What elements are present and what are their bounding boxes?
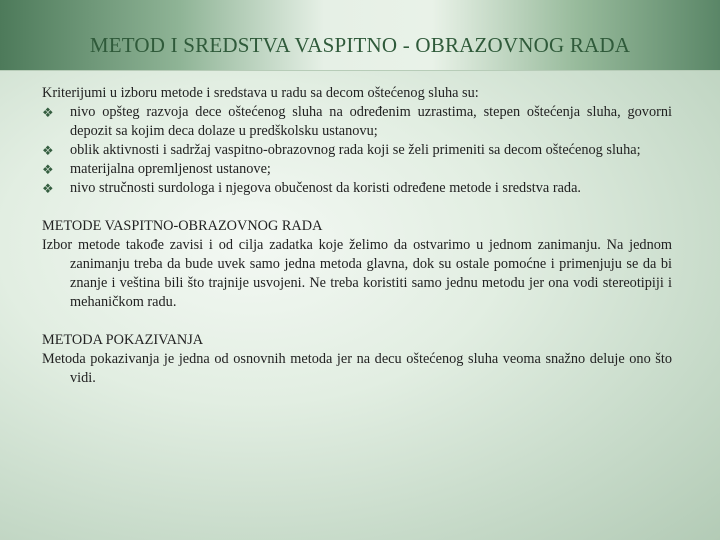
list-item xyxy=(42,103,672,141)
criteria-list xyxy=(42,103,672,198)
spacer xyxy=(42,198,672,217)
list-item xyxy=(42,160,672,179)
section-text: Metoda pokazivanja je jedna od osnovnih metoda jer na decu oštećenog sluha veoma snažno deluje ono što vidi. xyxy=(42,351,672,386)
list-item-text: nivo stručnosti surdologa i njegova obučenost da koristi određene metode i sredstva rada. xyxy=(70,180,581,196)
list-item-text: nivo opšteg razvoja dece oštećenog sluha na određenim uzrastima, stepen oštećenja sluha, govorni depozit sa kojim deca dolaze u predškolsku ustanovu; xyxy=(70,104,672,139)
diamond-bullet-icon: ❖ xyxy=(42,105,54,120)
section-heading: METODA POKAZIVANJA xyxy=(42,332,204,348)
diamond-bullet-icon: ❖ xyxy=(42,143,54,158)
list-item-text: oblik aktivnosti i sadržaj vaspitno-obrazovnog rada koji se želi primeniti sa decom oštećenog sluha; xyxy=(70,142,641,158)
list-item xyxy=(42,179,672,198)
spacer xyxy=(42,312,672,331)
list-item-text: materijalna opremljenost ustanove; xyxy=(70,161,271,177)
section-text: Izbor metode takođe zavisi i od cilja zadatka koje želimo da ostvarimo u jednom zanimanju. Na jednom zanimanju treba da bude uvek samo jedna metoda glavna, dok su ostale pomoćne i primenjuju se da bi znanje i veština bili što trajnije usvojeni. Ne treba koristiti samo jednu metodu jer ona vodi stereotipiji i mehaničkom radu. xyxy=(42,237,672,310)
slide-content xyxy=(42,84,672,388)
list-item xyxy=(42,141,672,160)
intro-text: Kriterijumi u izboru metode i sredstava u radu sa decom oštećenog sluha su: xyxy=(42,85,479,101)
diamond-bullet-icon: ❖ xyxy=(42,181,54,196)
section-heading: METODE VASPITNO-OBRAZOVNOG RADA xyxy=(42,218,323,234)
diamond-bullet-icon: ❖ xyxy=(42,162,54,177)
slide-title: METOD I SREDSTVA VASPITNO - OBRAZOVNOG RADA xyxy=(89,33,631,57)
